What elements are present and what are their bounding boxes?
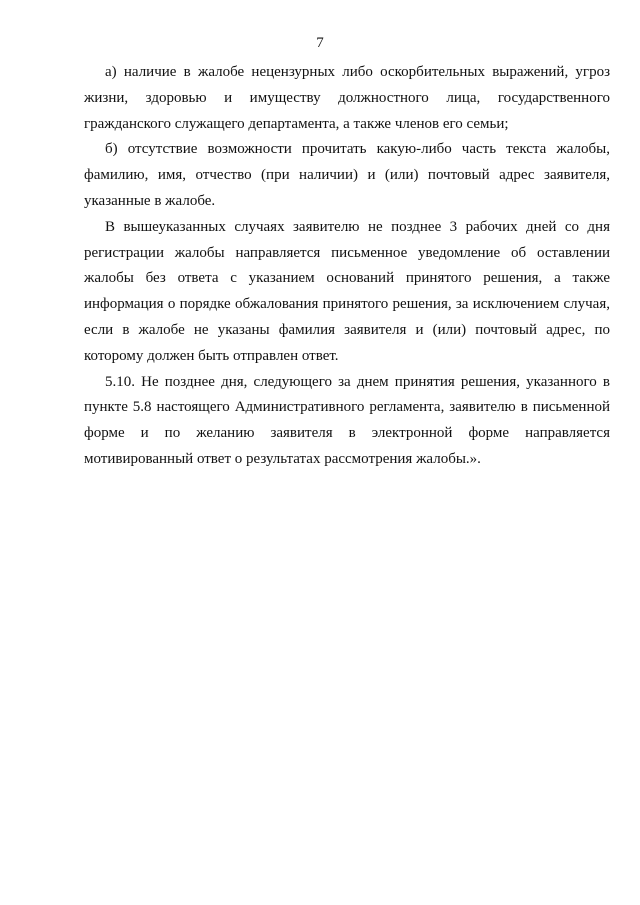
paragraph-item-b: б) отсутствие возможности прочитать какую-либо часть текста жалобы, фамилию, имя, отчество (при наличии) и (или) почтовый адрес заявителя, указанные в жалобе.: [84, 141, 610, 209]
document-body: [84, 60, 610, 473]
paragraph-notification-cases: В вышеуказанных случаях заявителю не позднее 3 рабочих дней со дня регистрации жалобы направляется письменное уведомление об оставлении жалобы без ответа с указанием оснований принятого решения, а также информация о порядке обжалования принятого решения, за исключением случая, если в жалобе не указаны фамилия заявителя и (или) почтовый адрес, по которому должен быть отправлен ответ.: [84, 218, 610, 364]
page-number: 7: [316, 35, 324, 51]
paragraph-item-a: а) наличие в жалобе нецензурных либо оскорбительных выражений, угроз жизни, здоровью и имуществу должностного лица, государственного гражданского служащего департамента, а также членов его семьи;: [84, 64, 610, 132]
paragraph-clause-5-10: 5.10. Не позднее дня, следующего за днем принятия решения, указанного в пункте 5.8 настоящего Административного регламента, заявителю в письменной форме и по желанию заявителя в электронной форме направляется мотивированный ответ о результатах рассмотрения жалобы.».: [84, 373, 610, 467]
